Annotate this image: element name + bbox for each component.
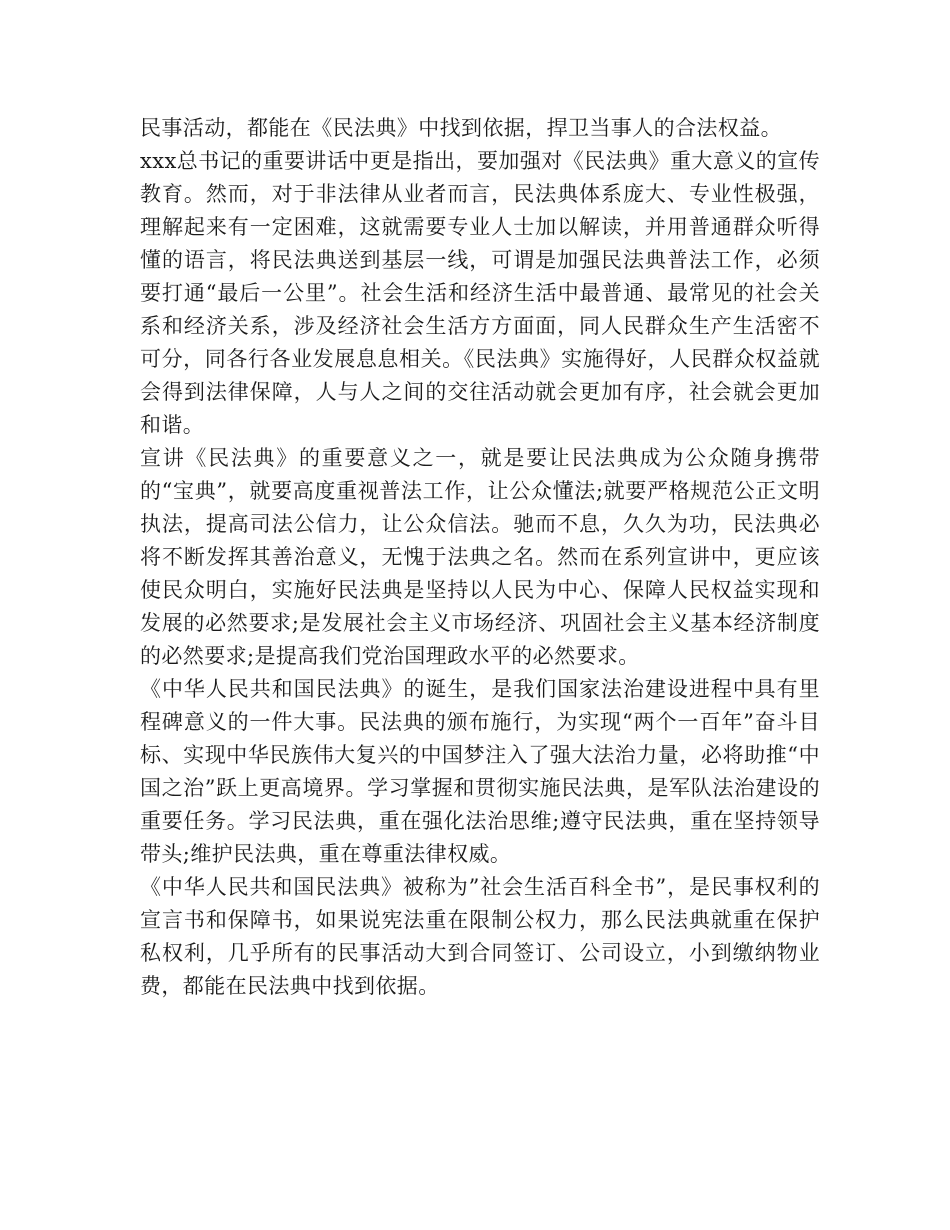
paragraph-1: 民事活动，都能在《民法典》中找到依据，捍卫当事人的合法权益。 — [140, 116, 782, 140]
document-body — [140, 112, 820, 1003]
paragraph-3: 宣讲《民法典》的重要意义之一，就是要让民法典成为公众随身携带的“宝典”，就要高度重视普法工作，让公众懂法;就要严格规范公正文明执法，提高司法公信力，让公众信法。驰而不息，久久为功，民法典必将不断发挥其善治意义，无愧于法典之名。然而在系列宣讲中，更应该使民众明白，实施好民法典是坚持以人民为中心、保障人民权益实现和发展的必然要求;是发展社会主义市场经济、巩固社会主义基本经济制度的必然要求;是提高我们党治国理政水平的必然要求。 — [140, 446, 820, 668]
paragraph-4: 《中华人民共和国民法典》的诞生，是我们国家法治建设进程中具有里程碑意义的一件大事。民法典的颁布施行，为实现“两个一百年”奋斗目标、实现中华民族伟大复兴的中国梦注入了强大法治力量，必将助推“中国之治”跃上更高境界。学习掌握和贯彻实施民法典，是军队法治建设的重要任务。学习民法典，重在强化法治思维;遵守民法典，重在坚持领导带头;维护民法典，重在尊重法律权威。 — [140, 677, 820, 866]
paragraph-2: xxx总书记的重要讲话中更是指出，要加强对《民法典》重大意义的宣传教育。然而，对于非法律从业者而言，民法典体系庞大、专业性极强，理解起来有一定困难，这就需要专业人士加以解读，并用普通群众听得懂的语言，将民法典送到基层一线，可谓是加强民法典普法工作，必须要打通“最后一公里”。社会生活和经济生活中最普通、最常见的社会关系和经济关系，涉及经济社会生活方方面面，同人民群众生产生活密不可分，同各行各业发展息息相关。《民法典》实施得好，人民群众权益就会得到法律保障，人与人之间的交往活动就会更加有序，社会就会更加和谐。 — [140, 149, 820, 437]
paragraph-5: 《中华人民共和国民法典》被称为”社会生活百科全书”，是民事权利的宣言书和保障书，如果说宪法重在限制公权力，那么民法典就重在保护私权利，几乎所有的民事活动大到合同签订、公司设立，小到缴纳物业费，都能在民法典中找到依据。 — [140, 875, 820, 998]
